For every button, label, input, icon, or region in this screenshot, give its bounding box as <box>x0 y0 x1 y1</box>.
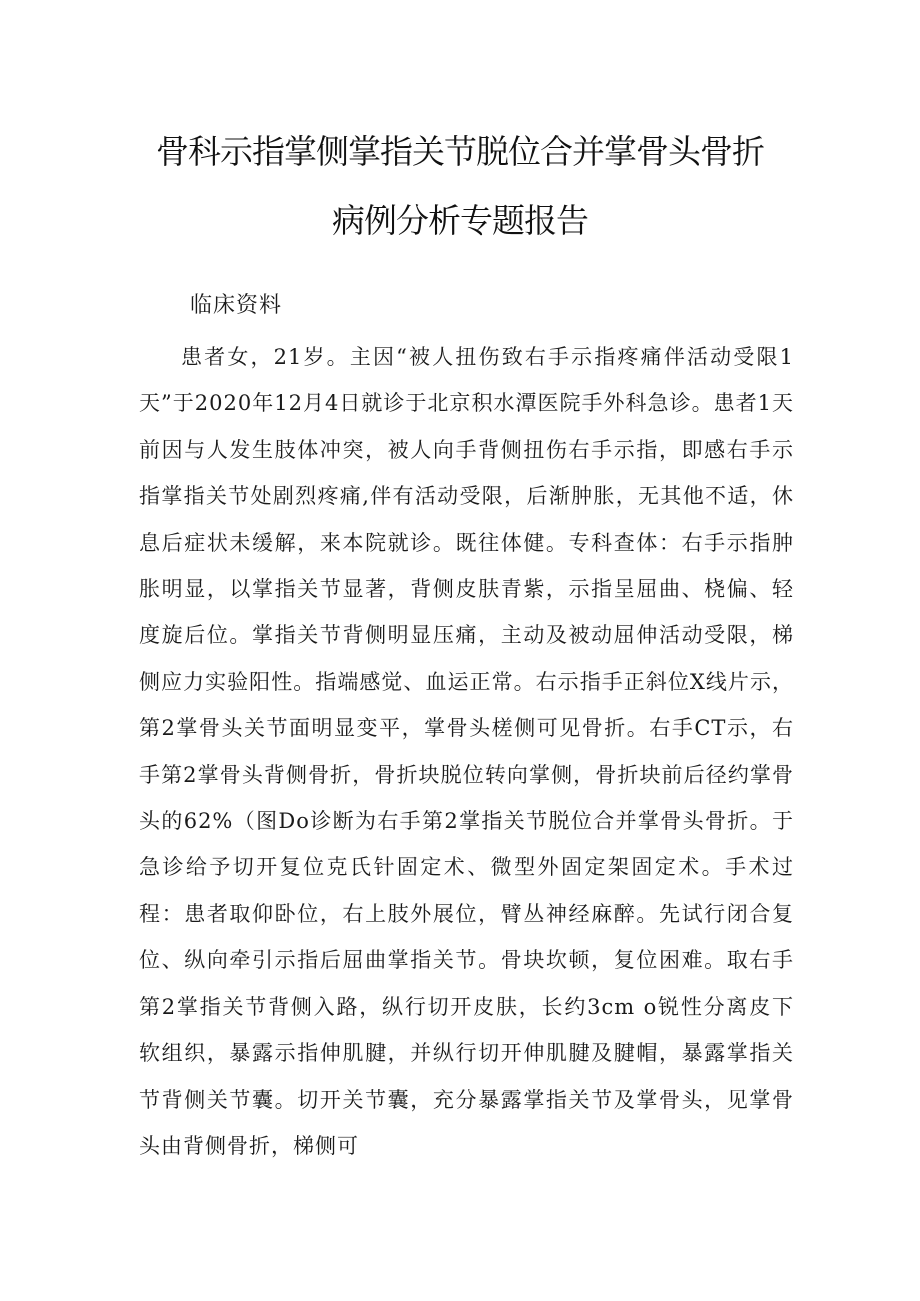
document-title-line-1: 骨科示指掌侧掌指关节脱位合并掌骨头骨折 <box>156 132 764 171</box>
document-title-line-2: 病例分析专题报告 <box>332 201 588 240</box>
case-description-paragraph: 患者女，21岁。主因“被人扭伤致右手示指疼痛伴活动受限1天”于2020年12月4日就诊于北京积水潭医院手外科急诊。患者1天前因与人发生肢体冲突，被人向手背侧扭伤右手示指，即感右手示指掌指关节处剧烈疼痛,伴有活动受限，后渐肿胀，无其他不适，休息后症状未缓解，来本院就诊。既往体健。专科查体：右手示指肿胀明显，以掌指关节显著，背侧皮肤青紫，示指呈屈曲、桡偏、轻度旋后位。掌指关节背侧明显压痛，主动及被动屈伸活动受限，梯侧应力实验阳性。指端感觉、血运正常。右示指手正斜位X线片示，第2掌骨头关节面明显变平，掌骨头槎侧可见骨折。右手CT示，右手第2掌骨头背侧骨折，骨折块脱位转向掌侧，骨折块前后径约掌骨头的62%（图Do诊断为右手第2掌指关节脱位合并掌骨头骨折。于急诊给予切开复位克氏针固定术、微型外固定架固定术。手术过程：患者取仰卧位，右上肢外展位，臂丛神经麻醉。先试行闭合复位、纵向牵引示指后屈曲掌指关节。骨块坎顿，复位困难。取右手第2掌指关节背侧入路，纵行切开皮肤，长约3cm o锐性分离皮下软组织，暴露示指伸肌腱，并纵行切开伸肌腱及腱帽，暴露掌指关节背侧关节囊。切开关节囊，充分暴露掌指关节及掌骨头，见掌骨头由背侧骨折，梯侧可 <box>139 345 794 1158</box>
section-heading-clinical-data: 临床资料 <box>190 293 283 318</box>
